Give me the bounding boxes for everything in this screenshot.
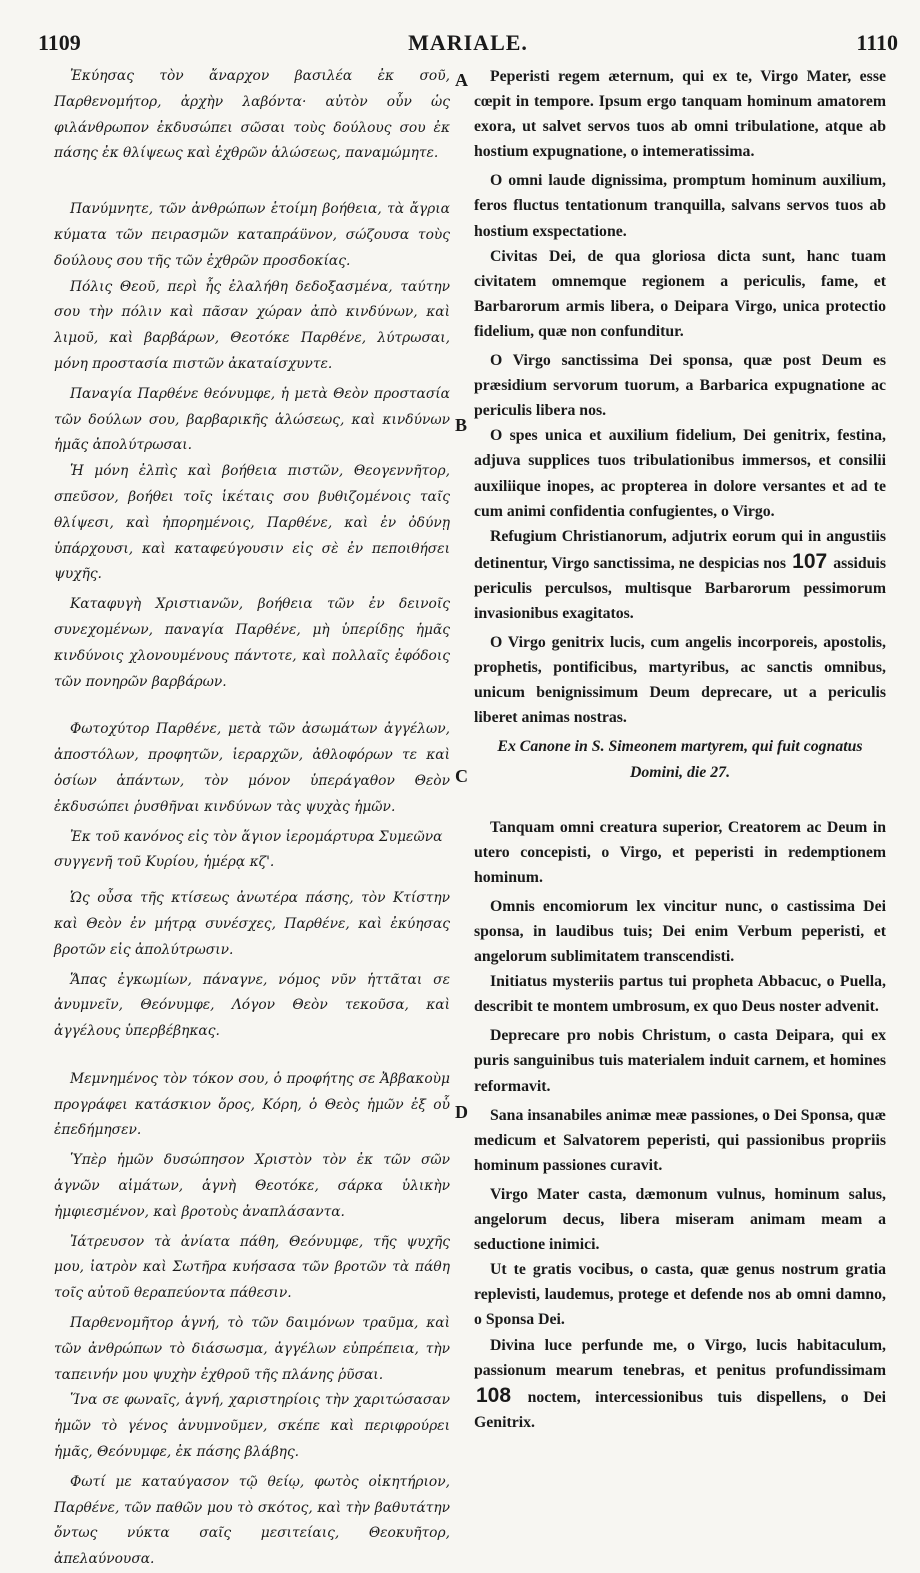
- greek-paragraph: Φωτοχύτορ Παρθένε, μετὰ τῶν ἀσωμάτων ἀγγέλων, ἀποστόλων, προφητῶν, ἱεραρχῶν, ἀθλοφόρων τε καὶ ὁσίων ἁπάντων, τὸν μόνον ὑπεράγαθον Θεὸν ἐκδυσώπει ῥυσθῆναι κινδύνων τὰς ψυχὰς ἡμῶν.: [54, 721, 450, 815]
- greek-section-heading: Ἐκ τοῦ κανόνος εἰς τὸν ἅγιον ἱερομάρτυρα Συμεῶνα συγγενῆ τοῦ Κυρίου, ἡμέρᾳ κζ'.: [54, 828, 443, 871]
- latin-paragraph: Omnis encomiorum lex vincitur nunc, o castissima Dei sponsa, in laudibus tuis; Dei enim Verbum peperisti, et angelorum sublimitatem transcendisti.: [474, 897, 886, 966]
- latin-column: [474, 64, 886, 1435]
- section-marker-d: D: [455, 1102, 468, 1122]
- greek-paragraph: Πανύμνητε, τῶν ἀνθρώπων ἑτοίμη βοήθεια, τὰ ἄγρια κύματα τῶν πειρασμῶν καταπράϋνον, σώζουσα τοὺς δούλους σου τῆς τῶν ἐχθρῶν προσδοκίας.: [54, 201, 450, 269]
- latin-paragraph: O spes unica et auxilium fidelium, Dei genitrix, festina, adjuva supplices tuos tribulationibus immersos, et consilii auxiliique inopes, ac propterea in dolore versantes et ad te cum animi confidentia confugientes, o Virgo.: [474, 427, 886, 520]
- latin-paragraph: Deprecare pro nobis Christum, o casta Deipara, qui ex puris sanguinibus tuis materialem induit carnem, et homines reformavit.: [474, 1027, 886, 1095]
- column-number: 108: [476, 1383, 512, 1407]
- latin-paragraph: Initiatus mysteriis partus tui propheta Abbacuc, o Puella, describit te montem umbrosum, ex quo Deus noster advenit.: [474, 973, 886, 1016]
- latin-paragraph: Tanquam omni creatura superior, Creatorem ac Deum in utero concepisti, o Virgo, et peperisti in redemptionem hominum.: [474, 818, 886, 886]
- latin-section-heading: Ex Canone in S. Simeonem martyrem, qui fuit cognatus Domini, die 27.: [497, 738, 863, 781]
- greek-paragraph: Μεμνημένος τὸν τόκον σου, ὁ προφήτης σε Ἀββακοὺμ προγράφει κατάσκιον ὄρος, Κόρη, ὁ Θεὸς ἡμῶν ἐξ οὗ ἐπεδήμησεν.: [54, 1070, 450, 1139]
- column-number: 107: [792, 549, 828, 573]
- greek-paragraph: Καταφυγὴ Χριστιανῶν, βοήθεια τῶν ἐν δεινοῖς συνεχομένων, παναγία Παρθένε, μὴ ὑπερίδῃς ἡμᾶς κινδύνοις χλονουμένους πάντοτε, καὶ πολλαῖς ἐφόδοις τῶν πονηρῶν βαρβάρων.: [54, 596, 450, 690]
- section-marker-a: A: [455, 70, 468, 90]
- latin-paragraph: Peperisti regem æternum, qui ex te, Virgo Mater, esse cœpit in tempore. Ipsum ergo tanquam hominum amatorem exora, ut salvet servos tuos ab omni tribulatione, atque ab hostium expugnatione, o intemeratissima.: [474, 68, 886, 161]
- left-page-number: 1109: [38, 30, 81, 55]
- latin-paragraph: Ut te gratis vocibus, o casta, quæ genus nostrum gratia replevisti, laudemus, protege et defende nos ab omni damno, o Sponsa Dei.: [474, 1261, 886, 1329]
- greek-paragraph: Ἡ μόνη ἐλπὶς καὶ βοήθεια πιστῶν, Θεογεννῆτορ, σπεῦσον, βοήθει τοῖς ἱκέταις σου βυθιζομένοις ταῖς θλίψεσι, καὶ ἠπορημένοις, Παρθένε, καὶ ἐν ὀδύνῃ ὑπάρχουσι, καὶ καταφεύγουσιν εἰς σὲ ἐν πεποιθήσει ψυχῆς.: [54, 463, 450, 583]
- greek-paragraph: Ὑπὲρ ἡμῶν δυσώπησον Χριστὸν τὸν ἐκ τῶν σῶν ἁγνῶν αἱμάτων, ἁγνὴ Θεοτόκε, σάρκα ὑλικὴν ἠμφιεσμένον, καὶ βροτοὺς ἀναπλάσαντα.: [54, 1152, 450, 1220]
- greek-paragraph: Ἵνα σε φωναῖς, ἁγνή, χαριστηρίοις τὴν χαριτώσασαν ἡμῶν τὸ γένος ἀνυμνοῦμεν, σκέπε καὶ περιφρούρει ἡμᾶς, Θεόνυμφε, ἐκ πάσης βλάβης.: [54, 1392, 450, 1461]
- greek-paragraph: Παρθενομῆτορ ἁγνή, τὸ τῶν δαιμόνων τραῦμα, καὶ τῶν ἀνθρώπων τὸ διάσωσμα, ἀγγέλων εὐπρέπεια, τὴν ταπεινήν μου ψυχὴν ἐχθροῦ τῆς πλάνης ῥῦσαι.: [54, 1315, 450, 1383]
- section-marker-b: B: [455, 415, 468, 435]
- greek-paragraph: Φωτί με καταύγασον τῷ θείῳ, φωτὸς οἰκητήριον, Παρθένε, τῶν παθῶν μου τὸ σκότος, καὶ τὴν βαθυτάτην ὄντως νύκτα σαῖς μεσιτείαις, Θεοκυῆτορ, ἀπελαύνουσα.: [54, 1473, 450, 1568]
- greek-paragraph: Ἰάτρευσον τὰ ἀνίατα πάθη, Θεόνυμφε, τῆς ψυχῆς μου, ἰατρὸν καὶ Σωτῆρα κυήσασα τῶν βροτῶν τὰ πάθη τοῖς αὐτοῦ θεραπεύοντα πάθεσιν.: [54, 1233, 450, 1302]
- greek-paragraph: Πόλις Θεοῦ, περὶ ἧς ἐλαλήθη δεδοξασμένα, ταύτην σου τὴν πόλιν καὶ πᾶσαν χώραν ἀπὸ κινδύνων, καὶ λιμοῦ, καὶ βαρβάρων, Θεοτόκε Παρθένε, λύτρωσαι, μόνη προστασία πιστῶν ἀκαταίσχυντε.: [54, 278, 450, 372]
- greek-paragraph: Παναγία Παρθένε θεόνυμφε, ἡ μετὰ Θεὸν προστασία τῶν δούλων σου, βαρβαρικῆς ἁλώσεως, καὶ κινδύνων ἡμᾶς ἀπολύτρωσαι.: [54, 385, 450, 454]
- right-page-number: 1110: [856, 30, 898, 55]
- latin-paragraph: O Virgo sanctissima Dei sponsa, quæ post Deum es præsidium servorum tuorum, a Barbarica expugnatione ac periculis libera nos.: [474, 352, 886, 420]
- latin-paragraph: Virgo Mater casta, dæmonum vulnus, hominum salus, angelorum decus, libera miseram animam meam a seductione inimici.: [474, 1185, 886, 1254]
- greek-paragraph: Ἅπας ἐγκωμίων, πάναγνε, νόμος νῦν ἡττᾶται σε ἀνυμνεῖν, Θεόνυμφε, Λόγον Θεὸν τεκοῦσα, καὶ ἀγγέλους ὑπερβέβηκας.: [54, 971, 450, 1040]
- greek-column: [54, 64, 450, 1573]
- latin-paragraph: O omni laude dignissima, promptum hominum auxilium, feros fluctus tentationum tranquilla, salvans servos tuos ab hostium exspectatione.: [474, 172, 886, 240]
- page-header: [38, 30, 898, 64]
- section-marker-c: C: [455, 766, 468, 786]
- latin-paragraph: O Virgo genitrix lucis, cum angelis incorporeis, apostolis, prophetis, pontificibus, martyribus, ac sanctis omnibus, unicum benignissimum Deum deprecare, ut a periculis liberet animas nostras.: [474, 634, 886, 727]
- latin-text: noctem, intercessionibus tuis dispellens, o Dei Genitrix.: [474, 1388, 887, 1431]
- greek-paragraph: Ὡς οὖσα τῆς κτίσεως ἀνωτέρα πάσης, τὸν Κτίστην καὶ Θεὸν ἐν μήτρᾳ συνέσχες, Παρθένε, καὶ ἐκύησας βροτῶν εἰς ἀπολύτρωσιν.: [54, 890, 450, 958]
- latin-text: assiduis periculis perculsos, multisque Barbarorum pessimorum invasionibus exagitatos.: [474, 554, 886, 622]
- latin-text: Refugium Christianorum, adjutrix eorum qui in angustiis detinentur, Virgo sanctissima, ne despicias nos: [474, 527, 886, 572]
- latin-paragraph: [474, 1333, 886, 1435]
- latin-paragraph: Sana insanabiles animæ meæ passiones, o Dei Sponsa, quæ medicum et Salvatorem peperisti, qui passionibus propriis hominum passiones curavit.: [474, 1106, 886, 1174]
- greek-paragraph: Ἐκύησας τὸν ἄναρχον βασιλέα ἐκ σοῦ, Παρθενομήτορ, ἀρχὴν λαβόντα· αὐτὸν οὖν ὡς φιλάνθρωπον ἐκδυσώπει σῶσαι τοὺς δούλους σου ἐκ πάσης ἐκ θλίψεως καὶ ἐχθρῶν ἁλώσεως, παναμώμητε.: [54, 68, 450, 162]
- latin-paragraph: Civitas Dei, de qua gloriosa dicta sunt, hanc tuam civitatem omnemque regionem a periculis, fame, et Barbarorum armis libera, o Deipara Virgo, unica protectio fidelium, quæ non confunditur.: [474, 247, 886, 340]
- latin-text: Divina luce perfunde me, o Virgo, lucis habitaculum, passionum mearum tenebras, et penitus profundissimam: [474, 1336, 886, 1379]
- running-title: MARIALE.: [408, 30, 528, 55]
- latin-paragraph: [474, 524, 886, 626]
